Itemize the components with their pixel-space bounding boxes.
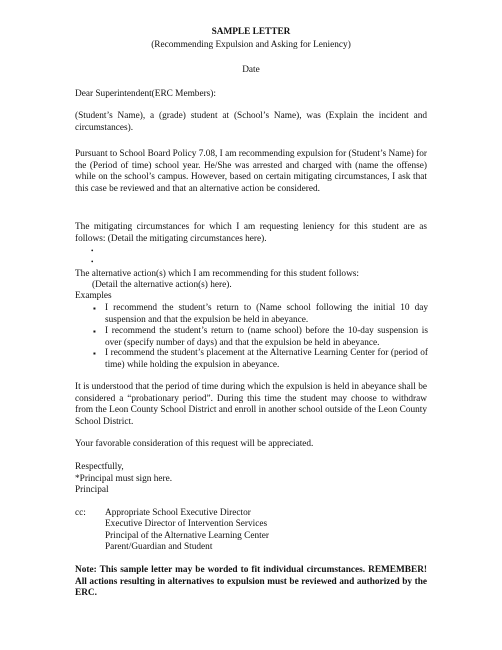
empty-bullet: •: [91, 247, 94, 255]
signer-title: Principal: [75, 485, 109, 495]
paragraph-incident: (Student’s Name), a (grade) student at (School’s Name), was (Explain the incident and circumstances).: [75, 111, 427, 133]
letter-title: SAMPLE LETTER: [211, 27, 291, 37]
paragraph-recommendation: Pursuant to School Board Policy 7.08, I am recommending expulsion for (Student’s Name) for the (Period of time) school year. He/She was arrested and charged with (name the offense) while on the school’s campus. However, based on certain mitigating circumstances, I ask that this case be reviewed and that an alternative action be considered.: [75, 149, 427, 194]
letter-subtitle: (Recommending Expulsion and Asking for Leniency): [151, 40, 351, 50]
examples-label: Examples: [75, 291, 112, 301]
square-bullet: ▪: [93, 304, 96, 313]
example-item: I recommend the student’s return to (name school) before the 10-day suspension is over (specify number of days) and that the expulsion be held in abeyance.: [105, 326, 428, 348]
salutation: Dear Superintendent(ERC Members):: [75, 89, 216, 99]
paragraph-mitigating: The mitigating circumstances for which I am requesting leniency for this student are as follows: (Detail the mitigating circumstances here).: [75, 222, 427, 244]
cc-recipient: Principal of the Alternative Learning Center: [105, 531, 269, 541]
example-item: I recommend the student’s placement at the Alternative Learning Center for (period of time) while holding the expulsion in abeyance.: [105, 348, 428, 370]
cc-recipient: Appropriate School Executive Director: [105, 508, 251, 518]
example-item: I recommend the student’s return to (Name school following the initial 10 day suspension and that the expulsion be held in abeyance.: [105, 303, 428, 325]
signature-note: *Principal must sign here.: [75, 474, 173, 484]
cc-recipient: Parent/Guardian and Student: [105, 542, 213, 552]
paragraph-appreciation: Your favorable consideration of this request will be appreciated.: [75, 439, 314, 449]
footnote: Note: This sample letter may be worded to fit individual circumstances. REMEMBER! All actions resulting in alternatives to expulsion must be reviewed and authorized by the ERC.: [75, 565, 427, 599]
alternatives-detail: (Detail the alternative action(s) here).: [92, 280, 232, 290]
letter-date: Date: [242, 65, 260, 75]
closing: Respectfully,: [75, 462, 124, 472]
square-bullet: ▪: [93, 327, 96, 336]
alternatives-intro: The alternative action(s) which I am recommending for this student follows:: [75, 269, 359, 279]
cc-recipient: Executive Director of Intervention Services: [105, 519, 268, 529]
square-bullet: ▪: [93, 349, 96, 358]
cc-label: cc:: [75, 508, 86, 518]
paragraph-probation: It is understood that the period of time during which the expulsion is held in abeyance shall be considered a “probationary period”. During this time the student may choose to withdraw from the Leon County School District and enroll in another school outside of the Leon County School District.: [75, 382, 427, 427]
empty-bullet: •: [91, 258, 94, 266]
